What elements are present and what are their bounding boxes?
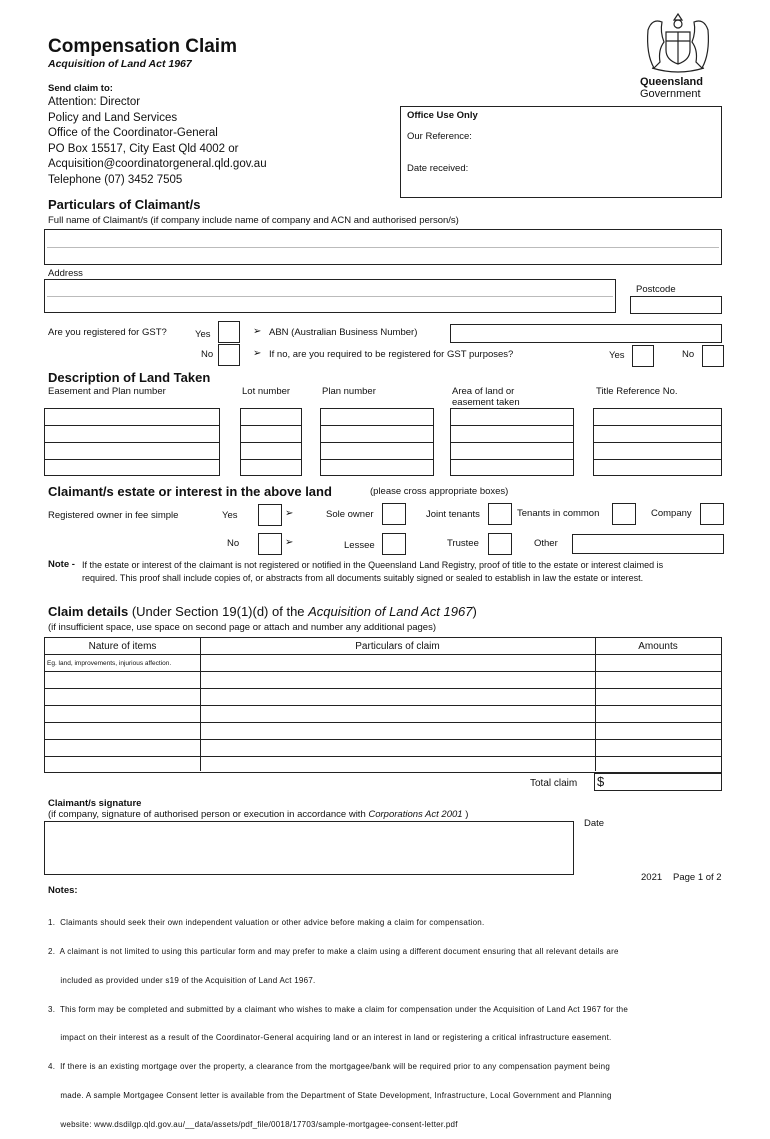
abn-label: ABN (Australian Business Number)	[269, 327, 418, 338]
postcode-field[interactable]	[630, 296, 722, 314]
total-claim-label: Total claim	[530, 778, 578, 789]
logo-text-government: Government	[640, 88, 701, 100]
send-claim-line: Office of the Coordinator-General	[48, 127, 218, 139]
total-claim-field[interactable]	[594, 773, 722, 791]
signature-hint-act: Corporations Act 2001	[368, 809, 463, 820]
sole-owner-label: Sole owner	[326, 509, 374, 520]
land-col-easement: Easement and Plan number	[48, 386, 166, 397]
note-item: 1. Claimants should seek their own independent valuation or other advice before making a claim for compensation.	[48, 918, 485, 928]
claim-table	[44, 637, 722, 773]
note-line: If the estate or interest of the claimant is not registered or notified in the Queensland Land Registry, proof of title to the estate or interest claimed is	[82, 560, 664, 570]
send-claim-line: PO Box 15517, City East Qld 4002 or	[48, 142, 239, 155]
tenants-common-label: Tenants in common	[517, 508, 600, 519]
note-text	[82, 559, 663, 584]
note-item: 2. A claimant is not limited to using this particular form and may prefer to make a claim using a different document ensuring that all relevant details are	[48, 946, 619, 956]
gst-required-no-checkbox[interactable]	[702, 345, 724, 367]
claim-col-amounts: Amounts	[638, 641, 678, 652]
note-item: included as provided under s19 of the Acquisition of Land Act 1967.	[48, 975, 316, 985]
claim-row-line	[45, 688, 721, 689]
gst-required-label: If no, are you required to be registered for GST purposes?	[269, 349, 514, 360]
office-date-label: Date received:	[407, 163, 469, 174]
sole-owner-checkbox[interactable]	[382, 503, 406, 525]
claim-details-heading	[48, 604, 477, 619]
land-table-column[interactable]	[320, 408, 434, 476]
fullname-label: Full name of Claimant/s (if company include name of company and ACN and authorised person/s)	[48, 215, 459, 226]
gst-required-yes-label: Yes	[609, 350, 625, 361]
land-col-area	[452, 386, 520, 408]
arrow-icon: ➢	[253, 348, 262, 359]
other-field[interactable]	[572, 534, 724, 554]
signature-hint-text: (if company, signature of authorised person or execution in accordance with	[48, 809, 369, 820]
land-col-area-line: Area of land or	[452, 386, 515, 397]
land-col-area-line: easement taken	[452, 397, 520, 408]
registered-yes-label: Yes	[222, 510, 238, 521]
queensland-government-logo	[638, 10, 718, 102]
note-item: 4. If there is an existing mortgage over the property, a clearance from the mortgagee/bank will be required prior to any compensation payment being	[48, 1062, 611, 1072]
gst-no-checkbox[interactable]	[218, 344, 240, 366]
arrow-icon: ➢	[285, 537, 294, 548]
trustee-label: Trustee	[447, 538, 479, 549]
land-table-column[interactable]	[593, 408, 722, 476]
claim-example: Eg. land, improvements, injurious affection.	[47, 660, 172, 667]
signature-heading: Claimant/s signature	[48, 798, 142, 809]
land-col-lot: Lot number	[242, 386, 291, 397]
postcode-label: Postcode	[636, 284, 676, 295]
estate-hint: (please cross appropriate boxes)	[370, 486, 509, 497]
gst-question: Are you registered for GST?	[48, 327, 167, 338]
claim-details-heading-bold: Claim details	[48, 604, 129, 619]
land-col-title: Title Reference No.	[596, 386, 678, 397]
office-reference-label: Our Reference:	[407, 131, 472, 142]
arrow-icon: ➢	[285, 508, 294, 519]
page-subtitle: Acquisition of Land Act 1967	[48, 58, 192, 70]
send-claim-line: Attention: Director	[48, 96, 141, 108]
land-heading: Description of Land Taken	[48, 370, 211, 385]
send-claim-line: Policy and Land Services	[48, 111, 178, 124]
currency-symbol: $	[597, 774, 605, 789]
claim-details-heading-close: )	[472, 604, 477, 619]
signature-date-label: Date	[584, 818, 605, 829]
note-item: 3. This form may be completed and submitted by a claimant who wishes to make a claim for compensation under the Acquisition of Land Act 1967 for the	[48, 1004, 629, 1014]
joint-tenants-label: Joint tenants	[426, 509, 480, 520]
note-item: made. A sample Mortgagee Consent letter is available from the Department of State Development, Infrastructure, Local Government and Planning	[48, 1090, 612, 1100]
office-use-title: Office Use Only	[407, 110, 478, 121]
claim-col-particulars: Particulars of claim	[355, 641, 440, 652]
signature-hint	[48, 809, 468, 820]
joint-tenants-checkbox[interactable]	[488, 503, 512, 525]
abn-field[interactable]	[450, 324, 722, 343]
tenants-common-checkbox[interactable]	[612, 503, 636, 525]
address-label: Address	[48, 268, 83, 279]
note-item: impact on their interest as a result of the Coordinator-General acquiring land or an interest in land or registering a critical infrastructure easement.	[48, 1033, 612, 1043]
company-checkbox[interactable]	[700, 503, 724, 525]
send-claim-address	[48, 95, 267, 188]
registered-no-label: No	[227, 538, 240, 549]
claim-details-heading-act: Acquisition of Land Act 1967	[308, 604, 473, 619]
claim-col-nature: Nature of items	[88, 641, 157, 652]
footer-page: Page 1 of 2	[673, 872, 722, 883]
address-field[interactable]	[44, 279, 616, 313]
other-label: Other	[534, 538, 558, 549]
gst-yes-label: Yes	[195, 329, 211, 340]
note-label: Note -	[48, 559, 75, 570]
registered-yes-checkbox[interactable]	[258, 504, 282, 526]
gst-required-yes-checkbox[interactable]	[632, 345, 654, 367]
claim-details-heading-text: (Under Section 19(1)(d) of the	[131, 604, 309, 619]
gst-required-no-label: No	[682, 349, 695, 360]
note-item: website: www.dsdilgp.qld.gov.au/__data/assets/pdf_file/0018/17703/sample-mortgagee-consent-letter.pdf	[48, 1119, 458, 1129]
notes-list	[48, 899, 628, 1139]
registered-owner-label: Registered owner in fee simple	[48, 510, 179, 521]
logo-text-queensland: Queensland	[640, 76, 703, 88]
send-claim-line: Telephone (07) 3452 7505	[48, 173, 183, 186]
fullname-field[interactable]	[44, 229, 722, 265]
trustee-checkbox[interactable]	[488, 533, 512, 555]
send-claim-email[interactable]: Acquisition@coordinatorgeneral.qld.gov.au	[48, 158, 267, 170]
estate-heading: Claimant/s estate or interest in the above land	[48, 484, 332, 499]
claimant-heading: Particulars of Claimant/s	[48, 197, 201, 212]
page-title: Compensation Claim	[48, 36, 237, 57]
signature-hint-close: )	[462, 809, 469, 820]
note-line: required. This proof shall include copies of, or abstracts from all documents suitably signed or sealed to establish in law the estate or interest.	[82, 572, 644, 583]
registered-no-checkbox[interactable]	[258, 533, 282, 555]
lessee-label: Lessee	[344, 540, 375, 551]
land-table-column[interactable]	[44, 408, 220, 476]
claim-row-line	[45, 739, 721, 740]
land-table-column[interactable]	[450, 408, 574, 476]
signature-field[interactable]	[44, 821, 574, 875]
claim-details-hint: (if insufficient space, use space on second page or attach and number any additional pages)	[48, 622, 436, 633]
company-label: Company	[651, 508, 692, 519]
coat-of-arms-icon	[638, 10, 718, 74]
land-col-plan: Plan number	[322, 386, 376, 397]
claim-row-line	[45, 705, 721, 706]
claim-row-line	[45, 756, 721, 757]
office-use-box	[400, 106, 722, 198]
claim-row-line	[45, 722, 721, 723]
send-claim-label: Send claim to:	[48, 83, 113, 94]
gst-yes-checkbox[interactable]	[218, 321, 240, 343]
land-table-column[interactable]	[240, 408, 302, 476]
arrow-icon: ➢	[253, 326, 262, 337]
notes-heading: Notes:	[48, 885, 78, 896]
claim-row-line	[45, 671, 721, 672]
footer-year: 2021	[641, 872, 663, 883]
lessee-checkbox[interactable]	[382, 533, 406, 555]
gst-no-label: No	[201, 349, 214, 360]
